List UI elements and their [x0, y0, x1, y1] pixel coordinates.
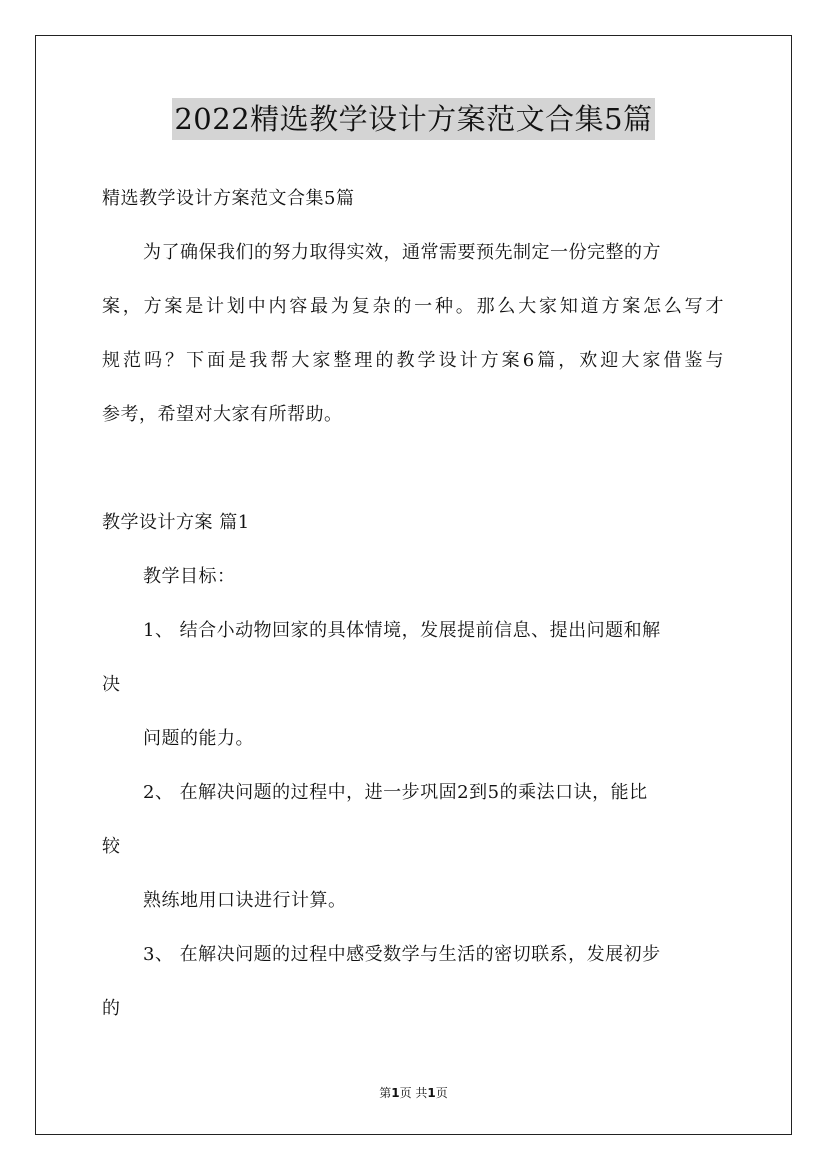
document-subtitle: 精选教学设计方案范文合集5篇 [102, 188, 355, 209]
document-title: 2022精选教学设计方案范文合集5篇 [172, 98, 654, 140]
footer-suffix: 页 [435, 1086, 448, 1100]
page-footer [0, 1084, 827, 1101]
goal-item-3: 3、 在解决问题的过程中感受数学与生活的密切联系，发展初步 [143, 944, 661, 965]
footer-prefix: 第 [379, 1086, 392, 1100]
goal-item-1-cont: 问题的能力。 [143, 728, 254, 749]
footer-page-number: 1 [391, 1086, 400, 1100]
intro-line-3: 规范吗？下面是我帮大家整理的教学设计方案6篇，欢迎大家借鉴与 [102, 350, 724, 371]
section-heading: 教学设计方案 篇1 [102, 512, 250, 533]
goal-item-2: 2、 在解决问题的过程中，进一步巩固2到5的乘法口诀，能比 [143, 782, 648, 803]
footer-mid: 页 共 [399, 1086, 428, 1100]
goals-label: 教学目标： [143, 566, 236, 587]
goal-item-1: 1、 结合小动物回家的具体情境，发展提前信息、提出问题和解 [143, 620, 661, 641]
footer-total-pages: 1 [427, 1086, 436, 1100]
title-container [0, 98, 827, 140]
goal-item-1-wrap: 决 [102, 674, 121, 695]
goal-item-3-wrap: 的 [102, 998, 121, 1019]
goal-item-2-wrap: 较 [102, 836, 121, 857]
intro-line-4: 参考，希望对大家有所帮助。 [102, 404, 343, 425]
intro-line-2: 案，方案是计划中内容最为复杂的一种。那么大家知道方案怎么写才 [102, 296, 724, 317]
goal-item-2-cont: 熟练地用口诀进行计算。 [143, 890, 347, 911]
intro-line-1: 为了确保我们的努力取得实效，通常需要预先制定一份完整的方 [143, 242, 661, 263]
